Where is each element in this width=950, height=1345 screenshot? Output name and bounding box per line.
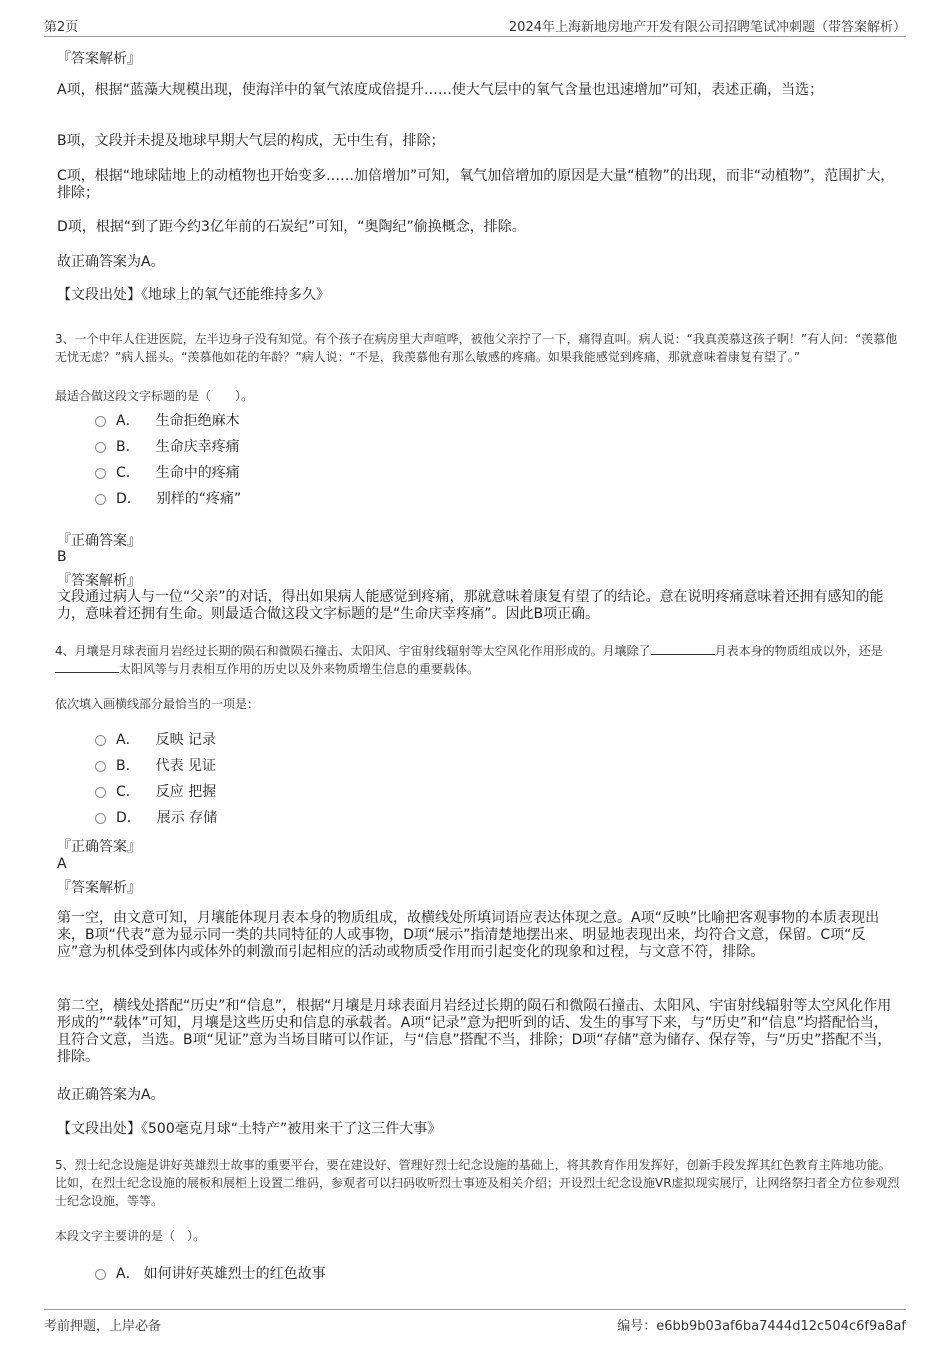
radio-icon[interactable]	[95, 416, 106, 427]
footer-code	[617, 1315, 906, 1334]
radio-icon[interactable]	[95, 1269, 106, 1280]
radio-icon[interactable]	[95, 787, 106, 798]
radio-icon[interactable]	[95, 813, 106, 824]
q2-analysis-label: 『答案解析』	[57, 51, 141, 67]
q4-analysis-second: 第二空，横线处搭配“历史”和“信息”，根据“月壤是月球表面月岩经过长期的陨石和微陨石撞击、太阳风、宇宙射线辐射等太空风化作用形成的”“载体”可知，月壤是这些历史和信息的承载者。A项“记录”意为把听到的话、发生的事写下来，与“历史”和“信息”均搭配恰当，且符合文意，当选。B项“见证”意为当场目睹可以作证，与“信息”搭配不当，排除；D项“存储”意为储存、保存等，与“历史”搭配不当，排除。	[57, 998, 892, 1065]
q4-answer-label: 『正确答案』	[57, 839, 141, 855]
page-footer	[44, 1309, 906, 1336]
option-text: 反映 记录	[155, 732, 217, 748]
q3-option-d[interactable]	[95, 490, 241, 508]
option-text: 如何讲好英雄烈士的红色故事	[143, 1266, 326, 1282]
radio-icon[interactable]	[95, 735, 106, 746]
q3-option-b[interactable]	[95, 438, 240, 456]
q3-analysis: 文段通过病人与一位“父亲”的对话，得出如果病人能感觉到疼痛，那就意味着康复有望了的结论。意在说明疼痛意味着还拥有感知的能力，意味着还拥有生命。则最适合做这段文字标题的是“生命庆幸疼痛”。因此B项正确。	[57, 589, 884, 622]
q4-text-part1: 4、月壤是月球表面月岩经过长期的陨石和微陨石撞击、太阳风、宇宙射线辐射等太空风化作用形成的。月壤除了	[55, 644, 651, 658]
code-label: 编号：	[617, 1319, 657, 1334]
q3-answer-label: 『正确答案』	[57, 533, 141, 549]
option-text: 反应 把握	[155, 784, 217, 800]
radio-icon[interactable]	[95, 494, 106, 505]
option-key: D．	[116, 491, 141, 507]
q5-question-text: 5、烈士纪念设施是讲好英雄烈士故事的重要平台，要在建设好、管理好烈士纪念设施的基础上，将其教育作用发挥好，创新手段发挥其红色教育主阵地功能。比如，在烈士纪念设施的展板和展柜上设置二维码，参观者可以扫码收听烈士事迹及相关介绍；开设烈士纪念设施VR虚拟现实展厅，让网络祭扫者全方位参观烈士纪念设施，等等。	[55, 1158, 900, 1208]
q2-analysis-b: B项，文段并未提及地球早期大气层的构成，无中生有，排除；	[57, 133, 445, 149]
q2-conclusion: 故正确答案为A。	[57, 254, 165, 270]
q4-option-c[interactable]	[95, 783, 216, 801]
q4-answer: A	[57, 856, 67, 872]
q3-option-c[interactable]	[95, 464, 240, 482]
q3-answer: B	[57, 549, 67, 565]
option-key: C．	[116, 784, 140, 800]
q4-prompt: 依次填入画横线部分最恰当的一项是：	[55, 697, 260, 711]
option-key: A．	[116, 732, 140, 748]
option-key: B．	[116, 758, 140, 774]
q4-conclusion: 故正确答案为A。	[57, 1087, 165, 1103]
option-text: 生命庆幸疼痛	[155, 439, 240, 455]
code-value: e6bb9b03af6ba7444d12c504c6f9a8af	[656, 1319, 906, 1334]
q4-question-text	[55, 642, 900, 678]
document-title: 2024年上海新地房地产开发有限公司招聘笔试冲刺题（带答案解析）	[508, 20, 906, 35]
q4-text-part3: 太阳风等与月表相互作用的历史以及外来物质增生信息的重要载体。	[119, 662, 480, 676]
q5-prompt: 本段文字主要讲的是（ ）。	[55, 1229, 206, 1243]
option-text: 别样的“疼痛”	[156, 491, 242, 507]
q4-analysis-label: 『答案解析』	[57, 880, 141, 896]
page-header	[44, 14, 906, 37]
option-text: 代表 见证	[155, 758, 217, 774]
option-text: 展示 存储	[156, 810, 218, 826]
q4-option-b[interactable]	[95, 757, 216, 775]
footer-slogan: 考前押题，上岸必备	[44, 1319, 162, 1334]
q3-analysis-label: 『答案解析』	[57, 573, 141, 589]
blank-line	[651, 642, 715, 655]
option-key: A．	[116, 413, 140, 429]
option-text: 生命中的疼痛	[155, 465, 240, 481]
q3-question-text: 3、一个中年人住进医院，左半边身子没有知觉。有个孩子在病房里大声喧哗，被他父亲拧了一下，痛得直叫。病人说：“我真羡慕这孩子啊！”有人问：“羡慕他无忧无虑？”病人摇头。“羡慕他如花的年龄？”病人说：“不是，我羡慕他有那么敏感的疼痛。如果我能感觉到疼痛，那就意味着康复有望了。”	[55, 332, 898, 364]
blank-line	[55, 660, 119, 673]
q2-source: 【文段出处】《地球上的氧气还能维持多久》	[57, 287, 330, 303]
option-key: B．	[116, 439, 140, 455]
q5-option-a[interactable]	[95, 1265, 326, 1283]
q3-option-a[interactable]	[95, 412, 240, 430]
radio-icon[interactable]	[95, 761, 106, 772]
option-key: D．	[116, 810, 141, 826]
q4-text-part2: 月表本身的物质组成以外，还是	[714, 644, 883, 658]
q2-analysis-d: D项，根据“到了距今约3亿年前的石炭纪”可知，“奥陶纪”偷换概念，排除。	[57, 219, 526, 235]
option-key: A．	[116, 1266, 140, 1282]
radio-icon[interactable]	[95, 442, 106, 453]
radio-icon[interactable]	[95, 468, 106, 479]
q4-option-d[interactable]	[95, 809, 217, 827]
q4-source: 【文段出处】《500毫克月球“土特产”被用来干了这三件大事》	[57, 1121, 442, 1137]
option-text: 生命拒绝麻木	[155, 413, 240, 429]
q4-option-a[interactable]	[95, 731, 216, 749]
q4-analysis-first: 第一空，由文意可知，月壤能体现月表本身的物质组成，故横线处所填词语应表达体现之意。A项“反映”比喻把客观事物的本质表现出来，B项“代表”意为显示同一类的共同特征的人或事物，D项“展示”指清楚地摆出来、明显地表现出来，均符合文意，保留。C项“反应”意为机体受到体内或体外的刺激而引起相应的活动或物质受作用而引起变化的现象和过程，与文意不符，排除。	[57, 910, 880, 960]
page-number: 第2页	[44, 20, 79, 35]
q3-prompt: 最适合做这段文字标题的是（ ）。	[55, 389, 254, 403]
option-key: C．	[116, 465, 140, 481]
q2-analysis-a: A项，根据“蓝藻大规模出现，使海洋中的氧气浓度成倍提升……使大气层中的氧气含量也迅速增加”可知，表述正确，当选；	[57, 82, 824, 98]
q2-analysis-c: C项，根据“地球陆地上的动植物也开始变多……加倍增加”可知，氧气加倍增加的原因是大量“植物”的出现，而非“动植物”，范围扩大，排除；	[57, 168, 895, 201]
